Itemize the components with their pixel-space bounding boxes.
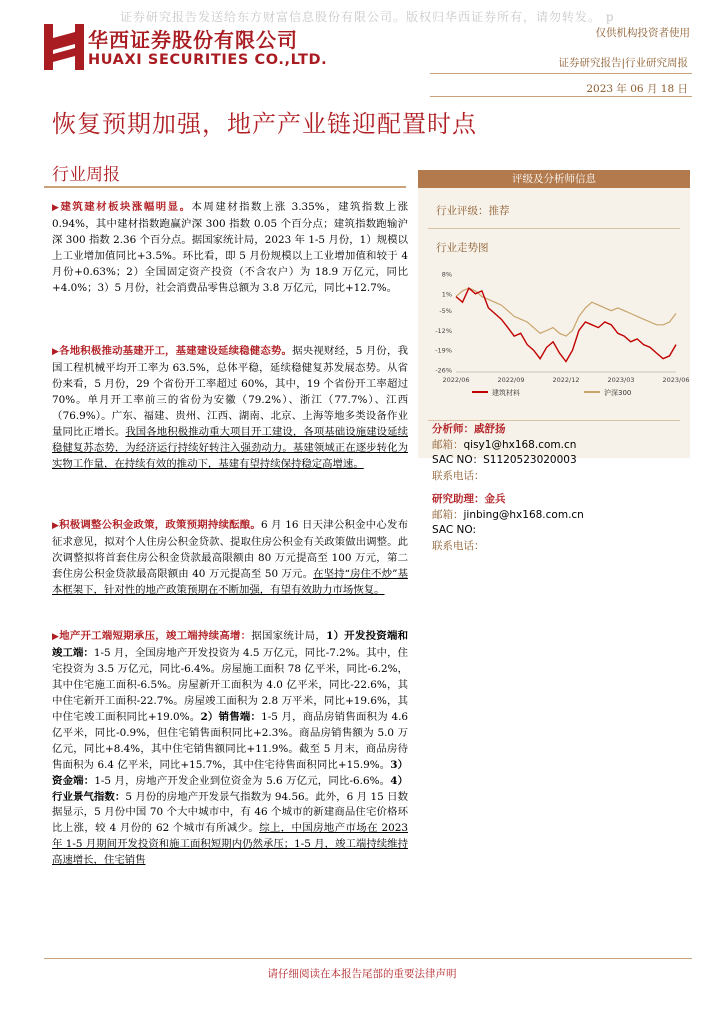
- paragraph-text: 据央视财经，5 月份，我国工程机械平均开工率为 63.5%，总体平稳，延续稳健复苏发展态势。从省份来看，5 月份，29 个省份开工率超过 60%，其中，19 个省份开工率超过 70%。单月开工率前三的省份为安徽（79.2%）、浙江（77.7%）、江西（76.9%）。广东、福建、贵州、江西、湖南、北京、上海等地多类设备作业量同比正增长。: [52, 345, 408, 438]
- header-divider: [430, 73, 692, 74]
- analyst-sac: SAC NO：S1120523020003: [432, 454, 577, 466]
- sidebar-divider: [428, 228, 680, 229]
- paragraph-text: 1-5 月，房地产开发企业到位资金为 5.6 万亿元，同比-6.6%。: [94, 774, 391, 787]
- paragraph-lead: 地产开工端短期承压，竣工端持续高增：: [59, 630, 252, 642]
- paragraph-3: [52, 518, 408, 599]
- paragraph-text: 5 月份的房地产开发景气指数为 94.56。此外，6 月 15 日数据显示，5 月份中国 70 个大中城市中，有 46 个城市的新建商品住宅价格环比上涨，较 4 月份的 62 个城市有所减少。: [52, 790, 409, 835]
- analyst-sac: SAC NO:: [432, 524, 476, 536]
- email-label: 邮箱：: [432, 438, 464, 451]
- y-tick-label: 8%: [441, 270, 452, 279]
- paragraph-1: [52, 200, 408, 297]
- sub-heading: 4）行业景气指数：: [52, 774, 409, 803]
- y-tick-label: -19%: [435, 346, 452, 355]
- email-label: 邮箱：: [432, 508, 464, 521]
- analyst-1: [432, 422, 577, 484]
- series-hs300-line: [456, 288, 676, 336]
- header-divider: [430, 96, 692, 97]
- bullet-icon: ▶: [52, 203, 61, 213]
- rating-label: 行业评级：: [436, 205, 489, 217]
- x-tick-label: 2023/06: [662, 376, 690, 384]
- bullet-icon: ▶: [52, 347, 60, 357]
- rating-value: 推荐: [488, 205, 510, 217]
- bullet-icon: ▶: [52, 521, 60, 531]
- x-tick-label: 2022/06: [442, 376, 470, 384]
- footer-divider: [44, 958, 692, 959]
- sub-heading: 2）销售端：: [200, 710, 262, 723]
- report-type: 行业周报: [52, 165, 120, 185]
- x-tick-label: 2022/12: [552, 376, 580, 384]
- analyst-role: 分析师：: [432, 423, 474, 435]
- paragraph-text: 1-5 月，全国房地产开发投资为 4.5 万亿元，同比-7.2%。其中，住宅投资为 3.5 万亿元，同比-6.4%。房屋施工面积 78 亿平米，同比-6.2%，其中住宅施工面积-6.5%。房屋新开工面积为 4.0 亿平米，同比-22.6%，其中住宅新开工面积-22.7%。房屋竣工面积为 2.8 万平米，同比+19.6%，其中住宅竣工面积同比+19.0%。: [52, 646, 409, 723]
- watermark: 证券研究报告发送给东方财富信息股份有限公司。版权归华西证券所有，请勿转发。 p: [120, 10, 615, 24]
- phone-label: 联系电话：: [432, 539, 485, 552]
- analyst-email[interactable]: jinbing@hx168.com.cn: [463, 508, 584, 521]
- trend-chart: [426, 262, 690, 412]
- section-divider: [44, 186, 406, 188]
- legend-label-hs300: 沪深300: [604, 389, 632, 397]
- sub-heading: 1）开发投资端和竣工端：: [52, 630, 409, 659]
- sidebar-header: 评级及分析师信息: [418, 170, 690, 188]
- paragraph-lead: 积极调整公积金政策，政策预期持续酝酿。: [59, 519, 261, 531]
- paragraph-underline: 综上，中国房地产市场在 2023 年 1-5 月期间开发投资和施工面积短期内仍然承压；1-5 月，竣工端持续维持高速增长，住宅销售: [52, 822, 408, 867]
- company-name-en: HUAXI SECURITIES CO.,LTD.: [88, 52, 328, 68]
- trend-label: 行业走势图: [436, 242, 489, 254]
- sub-heading: 3）资金端：: [52, 758, 409, 787]
- paragraph-text: 6 月 16 日天津公积金中心发布征求意见，拟对个人住房公积金贷款、提取住房公积金有关政策做出调整。此次调整拟将首套住房公积金贷款最高限额由 80 万元提高至 100 万元，第二套住房公积金贷款最高限额由 40 万元提高至 50 万元。: [52, 519, 409, 580]
- footer-disclaimer: 请仔细阅读在本报告尾部的重要法律声明: [267, 968, 457, 980]
- paragraph-lead: 建筑建材板块涨幅明显。: [60, 201, 192, 213]
- paragraph-lead: 各地积极推动基建开工，基建建设延续稳健态势。: [59, 345, 293, 357]
- analyst-name: 金兵: [484, 493, 506, 505]
- y-tick-label: -5%: [439, 307, 452, 316]
- y-tick-label: -26%: [435, 366, 452, 375]
- analyst-email[interactable]: qisy1@hx168.com.cn: [463, 438, 577, 451]
- huaxi-logo-icon: [44, 24, 84, 70]
- x-tick-label: 2022/09: [497, 376, 525, 384]
- analyst-role: 研究助理：: [432, 493, 485, 505]
- y-tick-label: -12%: [435, 326, 452, 335]
- paragraph-text: 据国家统计局，: [251, 630, 327, 642]
- analyst-name: 戚舒扬: [474, 423, 506, 435]
- bullet-icon: ▶: [52, 632, 60, 642]
- y-tick-label: 1%: [441, 290, 452, 299]
- company-name-cn: 华西证券股份有限公司: [88, 28, 298, 52]
- paragraph-4: [52, 629, 408, 869]
- x-tick-label: 2023/03: [607, 376, 635, 384]
- analyst-2: [432, 492, 584, 554]
- paragraph-2: [52, 344, 408, 473]
- report-category: 证券研究报告|行业研究周报: [558, 57, 688, 69]
- paragraph-underline: 我国各地积极推动重大项目开工建设，各项基础设施建设延续稳健复苏态势，为经济运行持续好转注入强劲动力。基建领域正在逐步转化为实物工作量，在持续有效的推动下，基建有望持续保持稳定高增速。: [52, 425, 408, 470]
- legend-label-building-materials: 建筑材料: [492, 389, 520, 397]
- sidebar-divider: [428, 420, 680, 421]
- paragraph-underline: 在坚持“房住不炒”基本框架下，针对性的地产政策预期在不断加强，有望有效助力市场恢复。: [52, 567, 409, 596]
- rating-row: [436, 203, 510, 218]
- paragraph-text: 本周建材指数上涨 3.35%，建筑指数上涨 0.94%，其中建材指数跑赢沪深 300 指数 0.05 个百分点；建筑指数跑输沪深 300 指数 2.36 个百分点。据国家统计局，2023 年 1-5 月份，1）规模以上工业增加值同比+3.5%。环比看，即 5 月份规模以上工业增加值和较于 4 月份+0.63%；2）全国固定资产投资（不含农户）为 18.9 万亿元，同比+4.0%；3）5 月份，社会消费品零售总额为 3.8 万亿元，同比+12.7%。: [52, 201, 409, 294]
- paragraph-text: 1-5 月，商品房销售面积为 4.6 亿平米，同比-0.9%，但住宅销售面积同比+2.3%。商品房销售额为 5.0 万亿元，同比+8.4%，其中住宅销售额同比+11.9%。截至 5 月末，商品房待售面积为 6.4 亿平米，同比+15.7%，其中住宅待售面积同比+15.9%。: [52, 710, 408, 771]
- page-title: 恢复预期加强，地产产业链迎配置时点: [52, 110, 477, 138]
- phone-label: 联系电话：: [432, 469, 485, 482]
- report-date: 2023 年 06 月 18 日: [586, 83, 688, 95]
- internal-use-note: 仅供机构投资者使用: [595, 27, 690, 39]
